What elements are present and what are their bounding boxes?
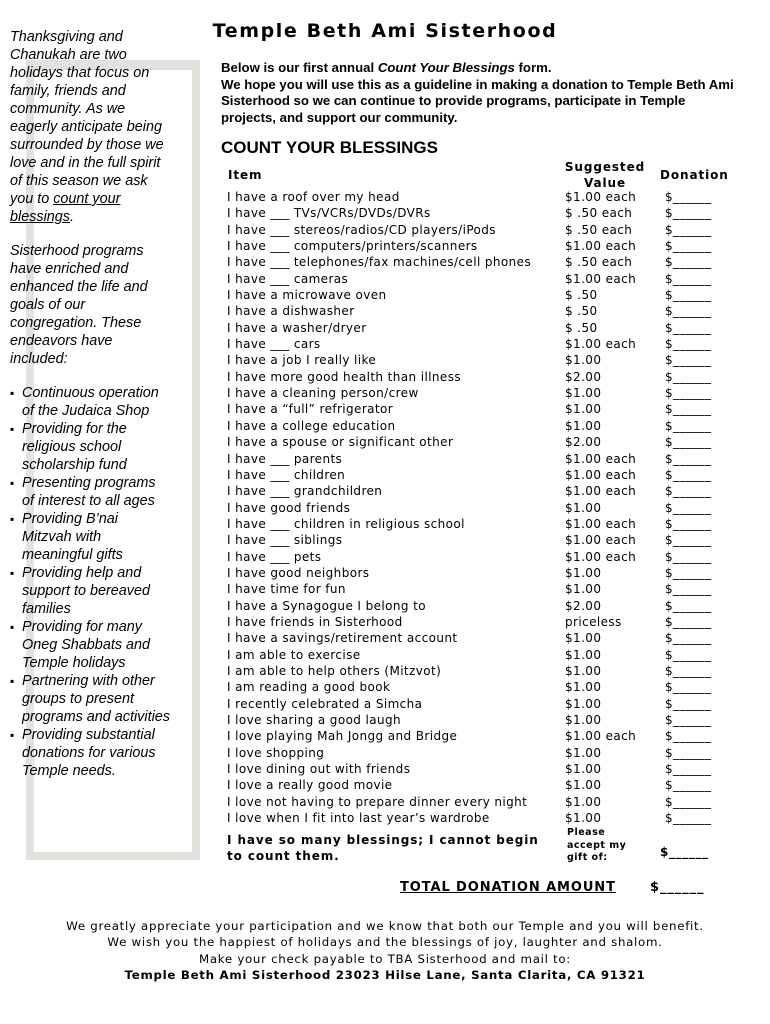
form-name: Count Your Blessings <box>377 60 515 75</box>
table-row <box>227 402 737 418</box>
table-row <box>227 795 737 811</box>
row-item: I have ___ cars <box>227 337 321 352</box>
row-item: I have a college education <box>227 418 396 433</box>
row-donation-field[interactable]: $______ <box>665 206 712 221</box>
row-suggested-value: $1.00 <box>565 418 602 433</box>
row-item: I have a Synagogue I belong to <box>227 598 426 613</box>
row-suggested-value: $ .50 <box>565 320 598 335</box>
row-item: I have ___ siblings <box>227 533 343 548</box>
row-item: I have ___ computers/printers/scanners <box>227 239 478 254</box>
row-suggested-value: $1.00 <box>565 811 602 826</box>
intro-line-start: Below is our first annual <box>221 60 378 75</box>
row-item: I am able to exercise <box>227 647 361 662</box>
table-row <box>227 648 737 664</box>
row-item: I love when I fit into last year’s wardrobe <box>227 811 490 826</box>
table-row <box>227 239 737 255</box>
row-item: I have ___ cameras <box>227 271 349 286</box>
row-item: I have a savings/retirement account <box>227 631 458 646</box>
table-row <box>227 762 737 778</box>
row-donation-field[interactable]: $______ <box>665 565 712 580</box>
row-suggested-value: $1.00 <box>565 680 602 695</box>
row-suggested-value: $1.00 <box>565 794 602 809</box>
row-suggested-value: $1.00 each <box>565 337 637 352</box>
row-item: I have good friends <box>227 500 351 515</box>
row-donation-field[interactable]: $______ <box>665 467 712 482</box>
row-suggested-value: $2.00 <box>565 369 602 384</box>
table-row <box>227 190 737 206</box>
row-suggested-value: $1.00 <box>565 745 602 760</box>
table-row <box>227 386 737 402</box>
row-donation-field[interactable]: $______ <box>665 451 712 466</box>
row-item: I have friends in Sisterhood <box>227 614 403 629</box>
row-donation-field[interactable]: $______ <box>665 271 712 286</box>
table-row <box>227 468 737 484</box>
row-suggested-value: $2.00 <box>565 598 602 613</box>
row-donation-field[interactable]: $______ <box>665 647 712 662</box>
table-row <box>227 599 737 615</box>
row-suggested-value: $1.00 each <box>565 533 637 548</box>
table-row <box>227 713 737 729</box>
table-row <box>227 697 737 713</box>
table-row <box>227 501 737 517</box>
row-donation-field[interactable]: $______ <box>665 680 712 695</box>
row-item: I am reading a good book <box>227 680 391 695</box>
row-item: I love a really good movie <box>227 778 393 793</box>
intro-text <box>221 60 741 126</box>
table-row <box>227 631 737 647</box>
row-suggested-value: $1.00 <box>565 582 602 597</box>
row-donation-field[interactable]: $______ <box>665 663 712 678</box>
row-item: I have time for fun <box>227 582 346 597</box>
table-row <box>227 419 737 435</box>
total-donation <box>400 880 705 895</box>
sidebar-bullet-list <box>10 384 170 780</box>
row-item: I love not having to prepare dinner every night <box>227 794 528 809</box>
table-row <box>227 272 737 288</box>
row-suggested-value: $1.00 each <box>565 484 637 499</box>
sidebar-bullet: ▪ Providing help and support to bereaved families <box>22 564 170 618</box>
row-suggested-value: $1.00 <box>565 713 602 727</box>
row-donation-field[interactable]: $______ <box>665 353 712 368</box>
row-donation-field[interactable]: $______ <box>665 811 712 826</box>
sidebar-intro-text: Thanksgiving and Chanukah are two holidays that focus on family, friends and community. As we eagerly anticipate being surrounded by those we love and in the full spirit of this season we ask you to <box>10 29 164 207</box>
row-donation-field[interactable]: $______ <box>665 435 712 450</box>
sidebar-bullet: ▪ Providing for many Oneg Shabbats and Temple holidays <box>22 618 170 672</box>
table-row <box>227 582 737 598</box>
row-donation-field[interactable]: $______ <box>665 745 712 760</box>
final-row-item: I have so many blessings; I cannot begin to count them. <box>227 833 539 863</box>
total-donation-amount-field[interactable]: $______ <box>650 880 705 895</box>
row-item: I love sharing a good laugh <box>227 713 402 727</box>
table-row <box>227 517 737 533</box>
row-suggested-value: $2.00 <box>565 435 602 450</box>
suggested-header-line2: Value <box>583 175 627 190</box>
sidebar-bullet: ▪ Presenting programs of interest to all ages <box>22 474 170 510</box>
row-item: I have ___ grandchildren <box>227 484 383 499</box>
table-row <box>227 778 737 794</box>
table-row <box>227 484 737 500</box>
row-item: I have a dishwasher <box>227 304 355 319</box>
row-suggested-value: $1.00 each <box>565 190 637 204</box>
sidebar-bullet: ▪ Continuous operation of the Judaica Shop <box>22 384 170 420</box>
table-row <box>227 452 737 468</box>
suggested-header-line1: Suggested <box>564 160 646 174</box>
row-donation-field[interactable]: $______ <box>665 369 712 384</box>
count-your-blessings-phrase: count your blessings <box>10 191 121 225</box>
row-suggested-value: $1.00 <box>565 500 602 515</box>
row-donation-field[interactable]: $______ <box>665 533 712 548</box>
row-suggested-value: $1.00 each <box>565 549 637 564</box>
row-donation-field[interactable]: $______ <box>665 696 712 711</box>
row-donation-field[interactable]: $______ <box>665 713 712 727</box>
sidebar-text <box>10 28 170 780</box>
row-donation-field[interactable]: $______ <box>665 255 712 270</box>
row-suggested-value: $1.00 each <box>565 239 637 254</box>
row-suggested-value: $1.00 <box>565 647 602 662</box>
table-row <box>227 811 737 827</box>
row-donation-field[interactable]: $______ <box>665 516 712 531</box>
sidebar-bullet: ▪ Providing B’nai Mitzvah with meaningful gifts <box>22 510 170 564</box>
row-suggested-value: $1.00 <box>565 386 602 401</box>
sidebar-bullet: ▪ Providing substantial donations for various Temple needs. <box>22 726 170 780</box>
row-item: I love playing Mah Jongg and Bridge <box>227 729 458 744</box>
row-suggested-value: $1.00 <box>565 663 602 678</box>
row-suggested-value: $1.00 <box>565 565 602 580</box>
table-row <box>227 223 737 239</box>
row-donation-field[interactable]: $______ <box>665 402 712 417</box>
final-row-value: Please accept my gift of: <box>567 827 627 863</box>
footer-line-2: We wish you the happiest of holidays and the blessings of joy, laughter and shalom. <box>107 935 663 950</box>
row-item: I have a spouse or significant other <box>227 435 454 450</box>
intro-rest: We hope you will use this as a guideline in making a donation to Temple Beth Ami Sisterhood so we can continue to provide programs, participate in Temple projects, and support our community. <box>221 76 734 125</box>
row-item: I have ___ children in religious school <box>227 516 465 531</box>
donation-column-header: Donation <box>660 168 729 182</box>
row-donation-field[interactable]: $______ <box>665 190 712 204</box>
table-row <box>227 206 737 222</box>
row-suggested-value: $1.00 <box>565 402 602 417</box>
row-suggested-value: $1.00 <box>565 631 602 646</box>
row-suggested-value: $ .50 <box>565 288 598 303</box>
row-item: I have more good health than illness <box>227 369 462 384</box>
sidebar-paragraph-intro <box>10 28 170 226</box>
suggested-value-column-header <box>560 160 650 191</box>
row-item: I have ___ pets <box>227 549 322 564</box>
row-item: I love dining out with friends <box>227 762 411 777</box>
table-row <box>227 550 737 566</box>
row-item: I have ___ TVs/VCRs/DVDs/DVRs <box>227 206 431 221</box>
table-row <box>227 729 737 745</box>
row-suggested-value: $1.00 <box>565 762 602 777</box>
table-row <box>227 370 737 386</box>
row-suggested-value: $ .50 each <box>565 255 633 270</box>
row-item: I am able to help others (Mitzvot) <box>227 663 442 678</box>
intro-line-end: form. <box>514 60 552 75</box>
row-donation-field[interactable]: $______ <box>665 386 712 401</box>
table-row <box>227 288 737 304</box>
row-suggested-value: priceless <box>565 614 622 629</box>
row-item: I have a “full” refrigerator <box>227 402 394 417</box>
row-donation-field[interactable]: $______ <box>665 288 712 303</box>
row-donation-field[interactable]: $______ <box>665 304 712 319</box>
table-row <box>227 321 737 337</box>
row-item: I have ___ telephones/fax machines/cell phones <box>227 255 532 270</box>
row-suggested-value: $ .50 each <box>565 222 633 237</box>
row-suggested-value: $1.00 each <box>565 729 637 744</box>
row-donation-field[interactable]: $______ <box>665 729 712 744</box>
row-suggested-value: $1.00 each <box>565 467 637 482</box>
sidebar-bullet: ▪ Partnering with other groups to present programs and activities <box>22 672 170 726</box>
row-item: I have ___ children <box>227 467 346 482</box>
row-suggested-value: $1.00 each <box>565 516 637 531</box>
row-donation-field[interactable]: $______ <box>665 614 712 629</box>
row-donation-field[interactable]: $______ <box>665 631 712 646</box>
row-donation-field[interactable]: $______ <box>665 418 712 433</box>
row-donation-field[interactable]: $______ <box>665 500 712 515</box>
row-suggested-value: $1.00 each <box>565 271 637 286</box>
row-donation-field[interactable]: $______ <box>665 778 712 793</box>
row-donation-field[interactable]: $______ <box>665 222 712 237</box>
row-item: I have a job I really like <box>227 353 377 368</box>
row-suggested-value: $1.00 <box>565 778 602 793</box>
row-item: I have a roof over my head <box>227 190 400 204</box>
row-donation-field[interactable]: $______ <box>665 549 712 564</box>
row-donation-field[interactable]: $______ <box>665 794 712 809</box>
row-suggested-value: $1.00 each <box>565 451 637 466</box>
row-item: I have good neighbors <box>227 565 370 580</box>
blessings-table <box>227 190 737 827</box>
footer-address: Temple Beth Ami Sisterhood 23023 Hilse Lane, Santa Clarita, CA 91321 <box>124 967 646 982</box>
sidebar-intro-end: . <box>70 209 74 225</box>
table-row <box>227 566 737 582</box>
footer-line-1: We greatly appreciate your participation and we know that both our Temple and you will benefit. <box>66 919 704 933</box>
table-row <box>227 680 737 696</box>
row-item: I have ___ parents <box>227 451 343 466</box>
total-donation-label: TOTAL DONATION AMOUNT <box>400 880 616 895</box>
final-row-donation-field[interactable]: $______ <box>660 845 709 859</box>
row-suggested-value: $1.00 <box>565 696 602 711</box>
row-suggested-value: $1.00 <box>565 353 602 368</box>
footer <box>0 918 770 983</box>
row-donation-field[interactable]: $______ <box>665 337 712 352</box>
table-row <box>227 533 737 549</box>
row-donation-field[interactable]: $______ <box>665 239 712 254</box>
row-suggested-value: $ .50 each <box>565 206 633 221</box>
row-donation-field[interactable]: $______ <box>665 762 712 777</box>
table-row <box>227 304 737 320</box>
item-column-header: Item <box>228 168 263 182</box>
row-donation-field[interactable]: $______ <box>665 598 712 613</box>
row-item: I recently celebrated a Simcha <box>227 696 423 711</box>
row-donation-field[interactable]: $______ <box>665 320 712 335</box>
row-item: I have a microwave oven <box>227 288 387 303</box>
row-item: I love shopping <box>227 745 325 760</box>
table-row <box>227 353 737 369</box>
table-row <box>227 255 737 271</box>
table-row <box>227 746 737 762</box>
footer-line-3: Make your check payable to TBA Sisterhood and mail to: <box>199 951 571 966</box>
row-item: I have a washer/dryer <box>227 320 367 335</box>
sidebar-bullet: ▪ Providing for the religious school scholarship fund <box>22 420 170 474</box>
table-row <box>227 435 737 451</box>
page-title: Temple Beth Ami Sisterhood <box>212 20 558 42</box>
row-item: I have ___ stereos/radios/CD players/iPods <box>227 222 496 237</box>
table-row <box>227 337 737 353</box>
table-row <box>227 615 737 631</box>
row-donation-field[interactable]: $______ <box>665 484 712 499</box>
row-item: I have a cleaning person/crew <box>227 386 419 401</box>
table-row <box>227 664 737 680</box>
sidebar-paragraph-programs: Sisterhood programs have enriched and enhanced the life and goals of our congregation. These endeavors have included: <box>10 243 148 367</box>
section-heading: COUNT YOUR BLESSINGS <box>221 138 438 157</box>
row-donation-field[interactable]: $______ <box>665 582 712 597</box>
row-suggested-value: $ .50 <box>565 304 598 319</box>
